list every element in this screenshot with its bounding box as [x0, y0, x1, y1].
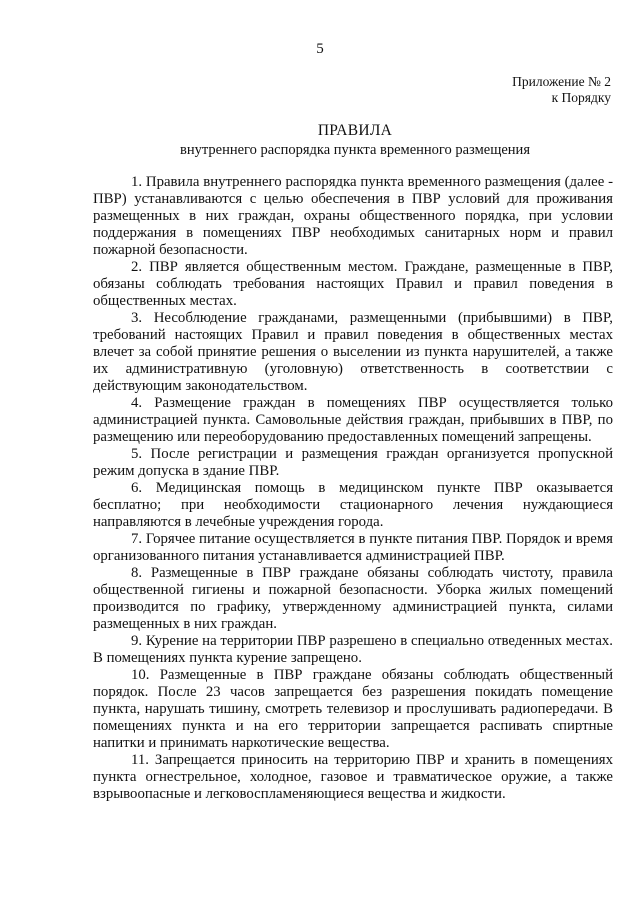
- rule-paragraph-9: 9. Курение на территории ПВР разрешено в специально отведенных местах. В помещениях пункта курение запрещено.: [93, 633, 613, 666]
- appendix-note: [512, 74, 611, 106]
- rules-body: [93, 174, 613, 803]
- rule-paragraph-11: 11. Запрещается приносить на территорию ПВР и хранить в помещениях пункта огнестрельное, холодное, газовое и травматическое оружие, а также взрывоопасные и легковоспламеняющиеся вещества и жидкости.: [93, 752, 613, 802]
- rule-paragraph-3: 3. Несоблюдение гражданами, размещенными (прибывшими) в ПВР, требований настоящих Правил и правил поведения в общественных местах влечет за собой принятие решения о выселении из пункта нарушителей, а также их административную (уголовную) ответственность в соответствии с действующим законодательством.: [93, 310, 613, 394]
- appendix-line-1: Приложение № 2: [512, 74, 611, 89]
- rule-paragraph-8: 8. Размещенные в ПВР граждане обязаны соблюдать чистоту, правила общественной гигиены и пожарной безопасности. Уборка жилых помещений производится по графику, утвержденному администрацией пункта, силами размещенных в них граждан.: [93, 565, 613, 632]
- rule-paragraph-4: 4. Размещение граждан в помещениях ПВР осуществляется только администрацией пункта. Самовольные действия граждан, прибывших в ПВР, по размещению или переоборудованию предоставленных помещений запрещены.: [93, 395, 613, 445]
- page-number: 5: [316, 41, 324, 57]
- rule-paragraph-1: 1. Правила внутреннего распорядка пункта временного размещения (далее - ПВР) устанавливаются с целью обеспечения в ПВР условий для проживания размещенных в них граждан, охраны общественного порядка, при условии поддержания в помещениях ПВР необходимых санитарных норм и правил пожарной безопасности.: [93, 174, 613, 258]
- document-title: ПРАВИЛА: [317, 122, 393, 139]
- rule-paragraph-2: 2. ПВР является общественным местом. Граждане, размещенные в ПВР, обязаны соблюдать требования настоящих Правил и правил поведения в общественных местах.: [93, 259, 613, 309]
- document-subtitle: внутреннего распорядка пункта временного размещения: [180, 142, 530, 158]
- appendix-line-2: к Порядку: [551, 90, 611, 105]
- rule-paragraph-7: 7. Горячее питание осуществляется в пункте питания ПВР. Порядок и время организованного питания устанавливается администрацией ПВР.: [93, 531, 613, 564]
- rule-paragraph-6: 6. Медицинская помощь в медицинском пункте ПВР оказывается бесплатно; при необходимости стационарного лечения нуждающиеся направляются в лечебные учреждения города.: [93, 480, 613, 530]
- rule-paragraph-10: 10. Размещенные в ПВР граждане обязаны соблюдать общественный порядок. После 23 часов запрещается без разрешения покидать помещение пункта, нарушать тишину, смотреть телевизор и прослушивать радиопередачи. В помещениях пункта и на его территории запрещается распивать спиртные напитки и принимать наркотические вещества.: [93, 667, 613, 751]
- rule-paragraph-5: 5. После регистрации и размещения граждан организуется пропускной режим допуска в здание ПВР.: [93, 446, 613, 479]
